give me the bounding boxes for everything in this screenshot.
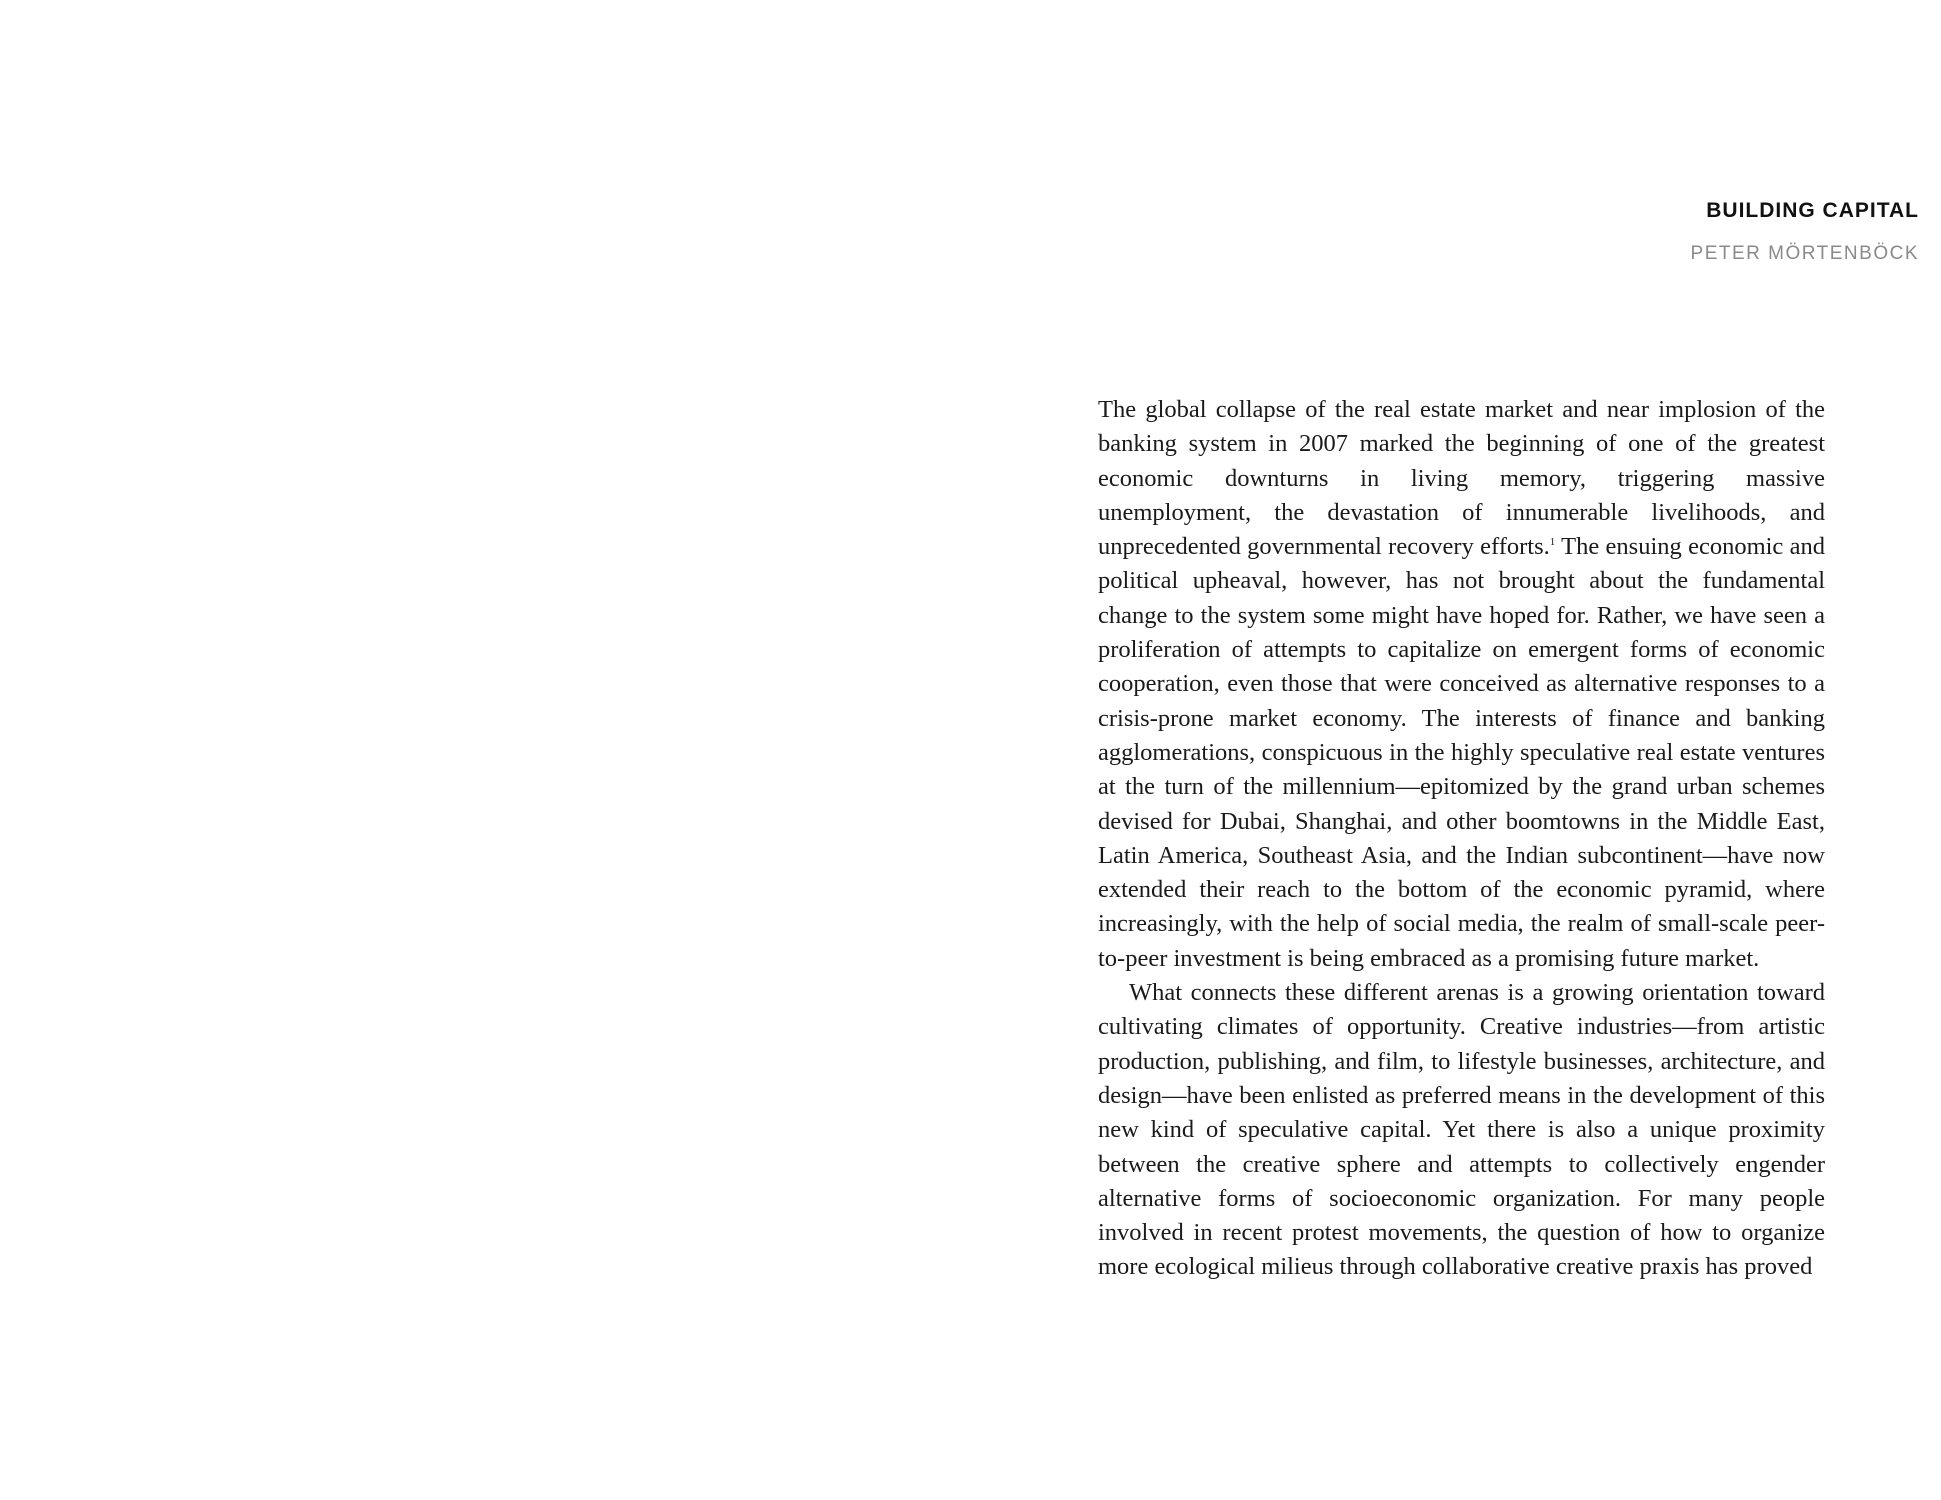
chapter-title: BUILDING CAPITAL — [1706, 199, 1919, 222]
footnote-marker[interactable]: 1 — [1549, 536, 1556, 549]
paragraph-2: What connects these different arenas is a growing orientation toward cultivating climates of opportunity. Creative industries—from artistic production, publishing, and film, to lifestyle businesses, architecture, and design—have been enlisted as preferred means in the development of this new kind of speculative capital. Yet there is also a unique proximity between the creative sphere and attempts to collectively engender alternative forms of socioeconomic organization. For many people involved in recent protest movements, the question of how to organize more ecological milieus through collaborative creative praxis has proved — [1098, 979, 1825, 1281]
paragraph-1 — [1098, 393, 1825, 976]
body-text — [1098, 393, 1825, 1285]
chapter-header — [1691, 198, 1919, 266]
chapter-author: PETER MÖRTENBÖCK — [1690, 243, 1919, 264]
paragraph-1-part-1: The global collapse of the real estate market and near implosion of the banking system in 2007 marked the beginning of one of the greatest economic downturns in living memory, triggering massive unemployment, the devastation of innumerable livelihoods, and unprecedented governmental recovery efforts. — [1098, 396, 1825, 561]
paragraph-1-part-2: The ensuing economic and political upheaval, however, has not brought about the fundamental change to the system some might have hoped for. Rather, we have seen a proliferation of attempts to capitalize on emergent forms of economic cooperation, even those that were conceived as alternative responses to a crisis-prone market economy. The interests of finance and banking agglomerations, conspicuous in the highly speculative real estate ventures at the turn of the millennium—epitomized by the grand urban schemes devised for Dubai, Shanghai, and other boomtowns in the Middle East, Latin America, Southeast Asia, and the Indian subcontinent—have now extended their reach to the bottom of the economic pyramid, where increasingly, with the help of social media, the realm of small-scale peer-to-peer investment is being embraced as a promising future market. — [1098, 533, 1825, 972]
